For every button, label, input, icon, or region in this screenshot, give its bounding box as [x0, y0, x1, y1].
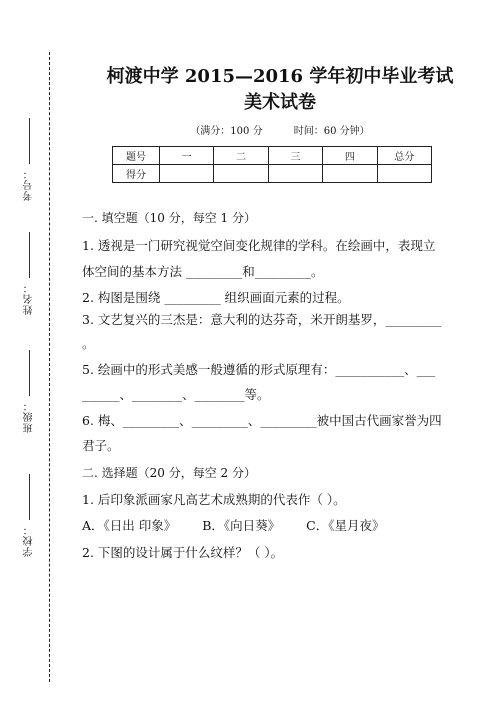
school-underline[interactable] — [29, 474, 30, 520]
score-header-cell: 总分 — [377, 147, 431, 165]
score-header-cell: 一 — [160, 147, 214, 165]
class-label: 班级： — [23, 400, 35, 433]
question-2: 2. 构图是围绕 _________ 组织画面元素的过程。 — [82, 290, 350, 305]
question-5-line-1: 5. 绘画中的形式美感一般遵循的形式原理有：___________、___ — [82, 362, 436, 377]
name-field — [12, 232, 46, 315]
score-table-header-row — [113, 147, 432, 165]
score-table — [112, 146, 432, 183]
score-table-score-row — [113, 165, 432, 183]
name-label: 姓名： — [23, 282, 35, 315]
question-5-line-2: ______、________、________等。 — [82, 387, 270, 402]
score-header-cell: 四 — [323, 147, 377, 165]
score-cell[interactable] — [160, 165, 214, 183]
question-3-line-2: 。 — [82, 336, 95, 351]
exam-subtitle: 美术试卷 — [244, 92, 316, 113]
question-1-line-2: 体空间的基本方法 _________和_________。 — [82, 264, 324, 279]
score-cell[interactable] — [323, 165, 377, 183]
exam-title: 柯渡中学 2015—2016 学年初中毕业考试 — [106, 66, 454, 87]
question-1-line-1: 1. 透视是一门研究视觉空间变化规律的学科。在绘画中，表现立 — [82, 238, 436, 253]
score-header-cell: 题号 — [113, 147, 160, 165]
score-cell[interactable] — [214, 165, 268, 183]
option-a[interactable]: A．《日出 印象》 — [82, 518, 177, 533]
section-2-heading: 二. 选择题（20 分，每空 2 分） — [82, 466, 256, 480]
option-b[interactable]: B．《向日葵》 — [202, 518, 281, 533]
score-cell[interactable] — [268, 165, 322, 183]
time-limit-text: 时间：60 分钟） — [293, 126, 370, 137]
class-field — [12, 350, 46, 433]
score-header-cell: 二 — [214, 147, 268, 165]
option-c[interactable]: C．《星月夜》 — [306, 518, 385, 533]
section-1-heading: 一. 填空题（10 分，每空 1 分） — [82, 211, 256, 225]
choice-question-1: 1. 后印象派画家凡高艺术成熟期的代表作（ ）。 — [82, 492, 346, 507]
exam-number-label: 考号： — [23, 168, 35, 201]
class-underline[interactable] — [29, 350, 30, 396]
choice-question-1-options — [82, 518, 490, 533]
exam-number-field — [12, 118, 46, 201]
score-cell[interactable] — [377, 165, 431, 183]
name-underline[interactable] — [29, 232, 30, 278]
question-6-line-2: 君子。 — [82, 438, 120, 453]
full-score-text: （满分：100 分 — [190, 126, 263, 137]
school-field — [12, 474, 46, 557]
choice-question-2: 2. 下图的设计属于什么纹样？（ ）。 — [82, 545, 284, 560]
exam-meta — [70, 122, 490, 137]
score-row-label: 得分 — [113, 165, 160, 183]
question-6-line-1: 6. 梅、_________、_________、_________被中国古代画家誉为四 — [82, 413, 442, 428]
question-3-line-1: 3. 文艺复兴的三杰是：意大利的达芬奇，米开朗基罗，_________ — [82, 312, 442, 327]
binding-dashed-line — [49, 52, 50, 682]
exam-number-underline[interactable] — [29, 118, 30, 164]
school-label: 学校： — [23, 524, 35, 557]
score-header-cell: 三 — [268, 147, 322, 165]
